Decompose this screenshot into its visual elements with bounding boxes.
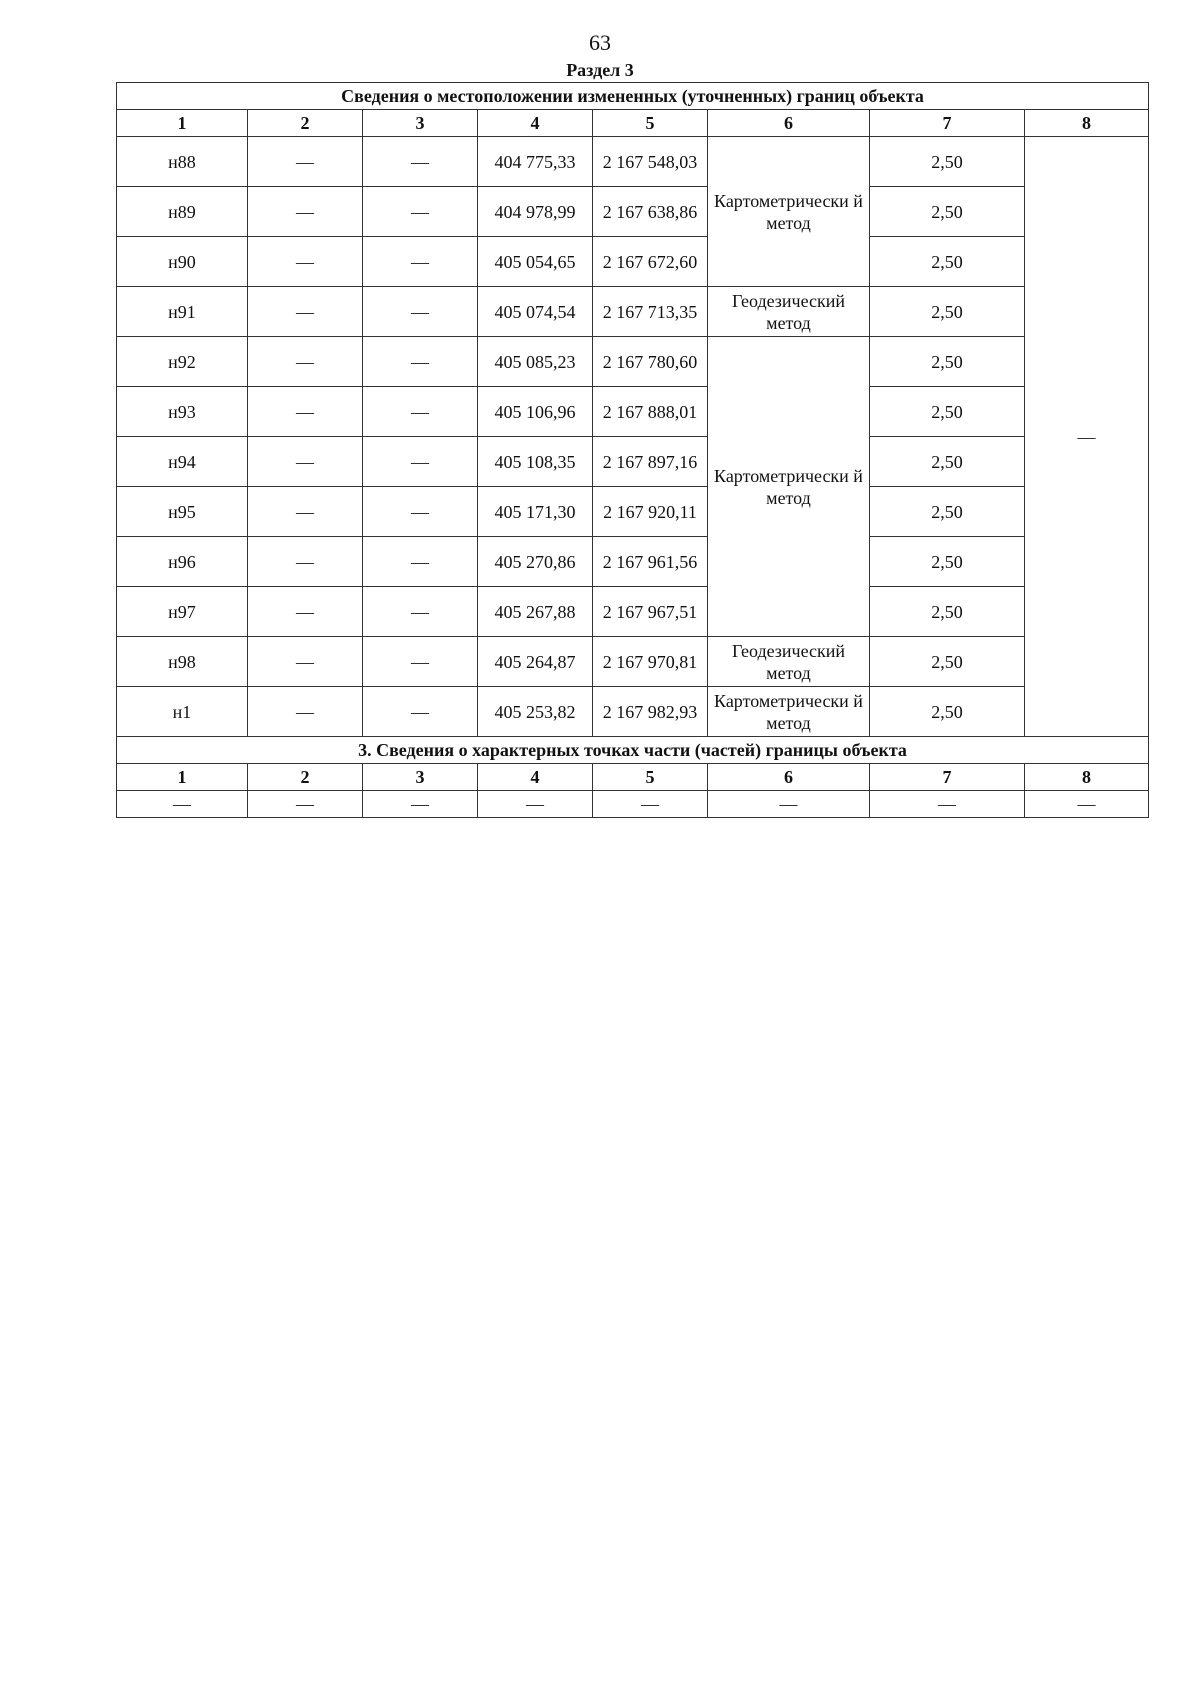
cell-dash: — bbox=[478, 791, 593, 818]
coordinate-x: 405 106,96 bbox=[478, 387, 593, 437]
accuracy-value: 2,50 bbox=[870, 187, 1025, 237]
cell-dash: — bbox=[363, 487, 478, 537]
cell-dash: — bbox=[363, 187, 478, 237]
cell-dash: — bbox=[248, 287, 363, 337]
coordinate-x: 405 171,30 bbox=[478, 487, 593, 537]
point-name: н94 bbox=[117, 437, 248, 487]
coordinate-x: 405 267,88 bbox=[478, 587, 593, 637]
table2-title: 3. Сведения о характерных точках части (частей) границы объекта bbox=[117, 737, 1149, 764]
cell-dash: — bbox=[363, 587, 478, 637]
table2-title-row bbox=[117, 737, 1149, 764]
coordinate-x: 405 264,87 bbox=[478, 637, 593, 687]
cell-dash: — bbox=[708, 791, 870, 818]
table-row bbox=[117, 537, 1149, 587]
cell-dash: — bbox=[363, 437, 478, 487]
column-header: 7 bbox=[870, 110, 1025, 137]
accuracy-value: 2,50 bbox=[870, 587, 1025, 637]
point-name: н91 bbox=[117, 287, 248, 337]
cell-dash: — bbox=[248, 387, 363, 437]
table-title-row bbox=[117, 83, 1149, 110]
cell-dash: — bbox=[248, 337, 363, 387]
coordinate-x: 405 253,82 bbox=[478, 687, 593, 737]
column-header: 5 bbox=[593, 764, 708, 791]
cell-dash: — bbox=[248, 487, 363, 537]
cell-dash: — bbox=[117, 791, 248, 818]
column-header: 3 bbox=[363, 110, 478, 137]
accuracy-value: 2,50 bbox=[870, 537, 1025, 587]
column-header: 6 bbox=[708, 764, 870, 791]
cell-dash: — bbox=[248, 537, 363, 587]
column-header: 1 bbox=[117, 764, 248, 791]
accuracy-value: 2,50 bbox=[870, 337, 1025, 387]
cell-dash: — bbox=[1025, 791, 1149, 818]
cell-dash: — bbox=[363, 637, 478, 687]
column-header: 6 bbox=[708, 110, 870, 137]
cell-dash: — bbox=[363, 337, 478, 387]
method-cell: Картометрически й метод bbox=[708, 137, 870, 287]
cell-dash: — bbox=[248, 237, 363, 287]
accuracy-value: 2,50 bbox=[870, 287, 1025, 337]
table-row bbox=[117, 437, 1149, 487]
cell-dash: — bbox=[593, 791, 708, 818]
cell-dash: — bbox=[363, 237, 478, 287]
method-cell: Геодезический метод bbox=[708, 287, 870, 337]
table-row bbox=[117, 637, 1149, 687]
table-row bbox=[117, 187, 1149, 237]
cell-dash: — bbox=[870, 791, 1025, 818]
coordinate-x: 405 054,65 bbox=[478, 237, 593, 287]
coordinate-y: 2 167 780,60 bbox=[593, 337, 708, 387]
accuracy-value: 2,50 bbox=[870, 137, 1025, 187]
coordinate-y: 2 167 970,81 bbox=[593, 637, 708, 687]
table-title: Сведения о местоположении измененных (уточненных) границ объекта bbox=[117, 83, 1149, 110]
table-row bbox=[117, 287, 1149, 337]
coordinate-y: 2 167 920,11 bbox=[593, 487, 708, 537]
accuracy-value: 2,50 bbox=[870, 237, 1025, 287]
coordinate-y: 2 167 638,86 bbox=[593, 187, 708, 237]
accuracy-value: 2,50 bbox=[870, 637, 1025, 687]
coordinate-x: 405 270,86 bbox=[478, 537, 593, 587]
point-name: н92 bbox=[117, 337, 248, 387]
cell-dash: — bbox=[248, 187, 363, 237]
table-row bbox=[117, 237, 1149, 287]
cell-dash: — bbox=[248, 637, 363, 687]
coordinate-y: 2 167 967,51 bbox=[593, 587, 708, 637]
method-cell: Картометрически й метод bbox=[708, 687, 870, 737]
point-name: н88 bbox=[117, 137, 248, 187]
cell-dash: — bbox=[248, 437, 363, 487]
section-title: Раздел 3 bbox=[566, 60, 634, 80]
point-name: н90 bbox=[117, 237, 248, 287]
coordinate-x: 404 978,99 bbox=[478, 187, 593, 237]
column-header: 8 bbox=[1025, 110, 1149, 137]
coordinate-y: 2 167 548,03 bbox=[593, 137, 708, 187]
cell-dash: — bbox=[248, 687, 363, 737]
cell-dash: — bbox=[363, 687, 478, 737]
column-header: 3 bbox=[363, 764, 478, 791]
accuracy-value: 2,50 bbox=[870, 437, 1025, 487]
point-name: н97 bbox=[117, 587, 248, 637]
column-header: 2 bbox=[248, 110, 363, 137]
boundary-table bbox=[116, 82, 1149, 818]
column-8-value: — bbox=[1025, 137, 1149, 737]
method-cell: Геодезический метод bbox=[708, 637, 870, 687]
table2-row bbox=[117, 791, 1149, 818]
table-row bbox=[117, 387, 1149, 437]
table-row bbox=[117, 587, 1149, 637]
coordinate-y: 2 167 672,60 bbox=[593, 237, 708, 287]
coordinate-y: 2 167 961,56 bbox=[593, 537, 708, 587]
table-row bbox=[117, 137, 1149, 187]
table-row bbox=[117, 687, 1149, 737]
point-name: н98 bbox=[117, 637, 248, 687]
cell-dash: — bbox=[248, 587, 363, 637]
accuracy-value: 2,50 bbox=[870, 687, 1025, 737]
coordinate-x: 405 074,54 bbox=[478, 287, 593, 337]
point-name: н96 bbox=[117, 537, 248, 587]
table-row bbox=[117, 487, 1149, 537]
point-name: н93 bbox=[117, 387, 248, 437]
point-name: н1 bbox=[117, 687, 248, 737]
cell-dash: — bbox=[248, 137, 363, 187]
column-header: 1 bbox=[117, 110, 248, 137]
point-name: н95 bbox=[117, 487, 248, 537]
table2-header-row bbox=[117, 764, 1149, 791]
page-number: 63 bbox=[589, 30, 611, 55]
coordinate-y: 2 167 982,93 bbox=[593, 687, 708, 737]
column-header: 2 bbox=[248, 764, 363, 791]
accuracy-value: 2,50 bbox=[870, 387, 1025, 437]
table-row bbox=[117, 337, 1149, 387]
column-header: 4 bbox=[478, 764, 593, 791]
column-header: 4 bbox=[478, 110, 593, 137]
column-header: 5 bbox=[593, 110, 708, 137]
cell-dash: — bbox=[248, 791, 363, 818]
accuracy-value: 2,50 bbox=[870, 487, 1025, 537]
column-header: 7 bbox=[870, 764, 1025, 791]
header-row bbox=[117, 110, 1149, 137]
point-name: н89 bbox=[117, 187, 248, 237]
column-header: 8 bbox=[1025, 764, 1149, 791]
coordinate-y: 2 167 713,35 bbox=[593, 287, 708, 337]
cell-dash: — bbox=[363, 137, 478, 187]
cell-dash: — bbox=[363, 387, 478, 437]
coordinate-x: 405 108,35 bbox=[478, 437, 593, 487]
method-cell: Картометрически й метод bbox=[708, 337, 870, 637]
coordinate-y: 2 167 888,01 bbox=[593, 387, 708, 437]
coordinate-y: 2 167 897,16 bbox=[593, 437, 708, 487]
cell-dash: — bbox=[363, 791, 478, 818]
cell-dash: — bbox=[363, 537, 478, 587]
cell-dash: — bbox=[363, 287, 478, 337]
coordinate-x: 404 775,33 bbox=[478, 137, 593, 187]
coordinate-x: 405 085,23 bbox=[478, 337, 593, 387]
